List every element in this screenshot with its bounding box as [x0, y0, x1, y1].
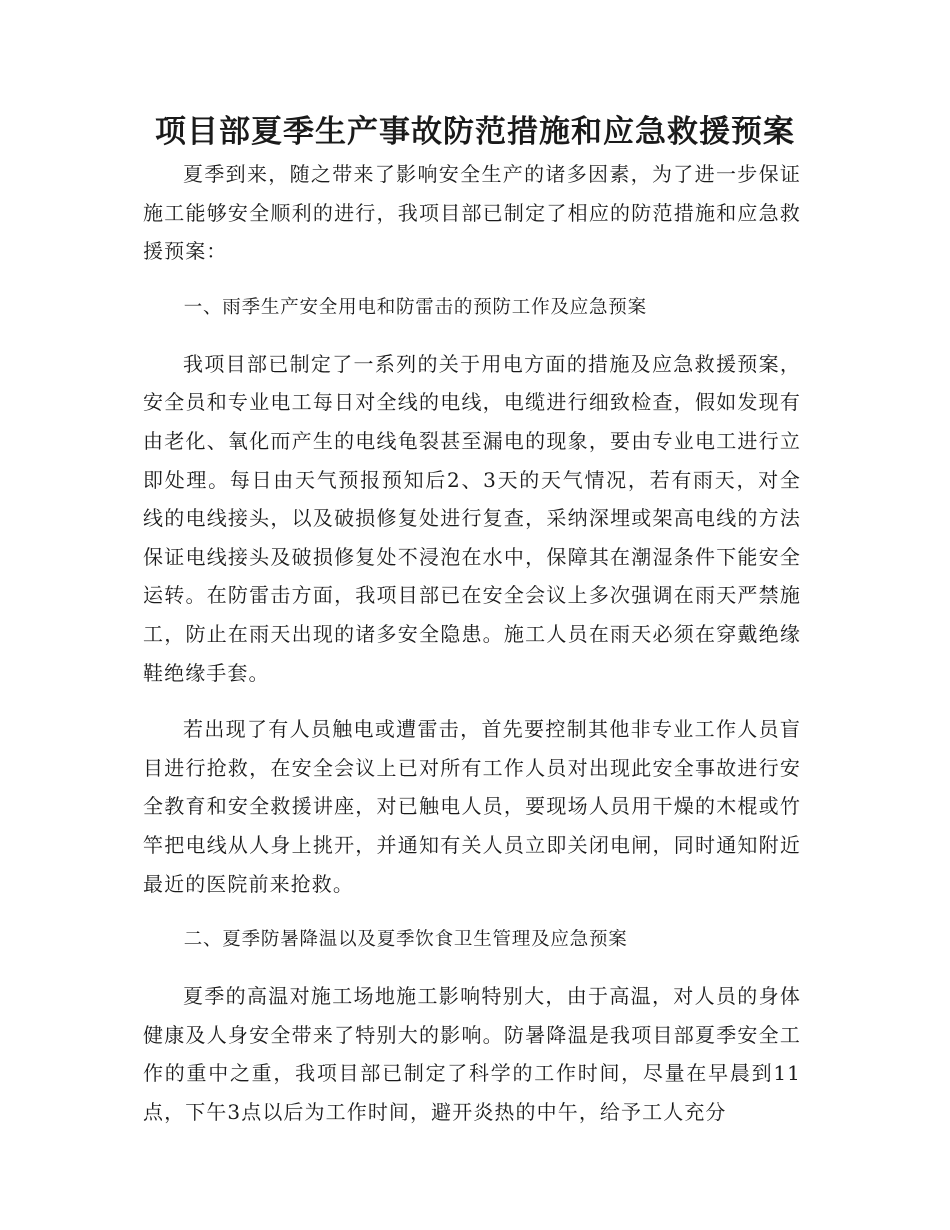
document-body — [143, 155, 801, 1149]
document-title: 项目部夏季生产事故防范措施和应急救援预案 — [155, 114, 795, 150]
section-1-heading: 一、雨季生产安全用电和防雷击的预防工作及应急预案 — [183, 296, 647, 318]
section-2-paragraph-1: 夏季的高温对施工场地施工影响特别大，由于高温，对人员的身体健康及人身安全带来了特别大的影响。防暑降温是我项目部夏季安全工作的重中之重，我项目部已制定了科学的工作时间，尽量在早晨到11点，下午3点以后为工作时间，避开炎热的中午，给予工人充分 — [143, 984, 801, 1124]
section-1-paragraph-1: 我项目部已制定了一系列的关于用电方面的措施及应急救援预案，安全员和专业电工每日对全线的电线，电缆进行细致检查，假如发现有由老化、氧化而产生的电线龟裂甚至漏电的现象，要由专业电工进行立即处理。每日由天气预报预知后2、3天的天气情况，若有雨天，对全线的电线接头，以及破损修复处进行复查，采纳深埋或架高电线的方法保证电线接头及破损修复处不浸泡在水中，保障其在潮湿条件下能安全运转。在防雷击方面，我项目部已在安全会议上多次强调在雨天严禁施工，防止在雨天出现的诸多安全隐患。施工人员在雨天必须在穿戴绝缘鞋绝缘手套。 — [143, 351, 801, 685]
intro-paragraph: 夏季到来，随之带来了影响安全生产的诸多因素，为了进一步保证施工能够安全顺利的进行，我项目部已制定了相应的防范措施和应急救援预案： — [143, 162, 801, 264]
section-1-paragraph-2: 若出现了有人员触电或遭雷击，首先要控制其他非专业工作人员盲目进行抢救，在安全会议上已对所有工作人员对出现此安全事故进行安全教育和安全救援讲座，对已触电人员，要现场人员用干燥的木棍或竹竿把电线从人身上挑开，并通知有关人员立即关闭电闸，同时通知附近最近的医院前来抢救。 — [143, 717, 801, 896]
section-2-heading: 二、夏季防暑降温以及夏季饮食卫生管理及应急预案 — [183, 929, 628, 951]
